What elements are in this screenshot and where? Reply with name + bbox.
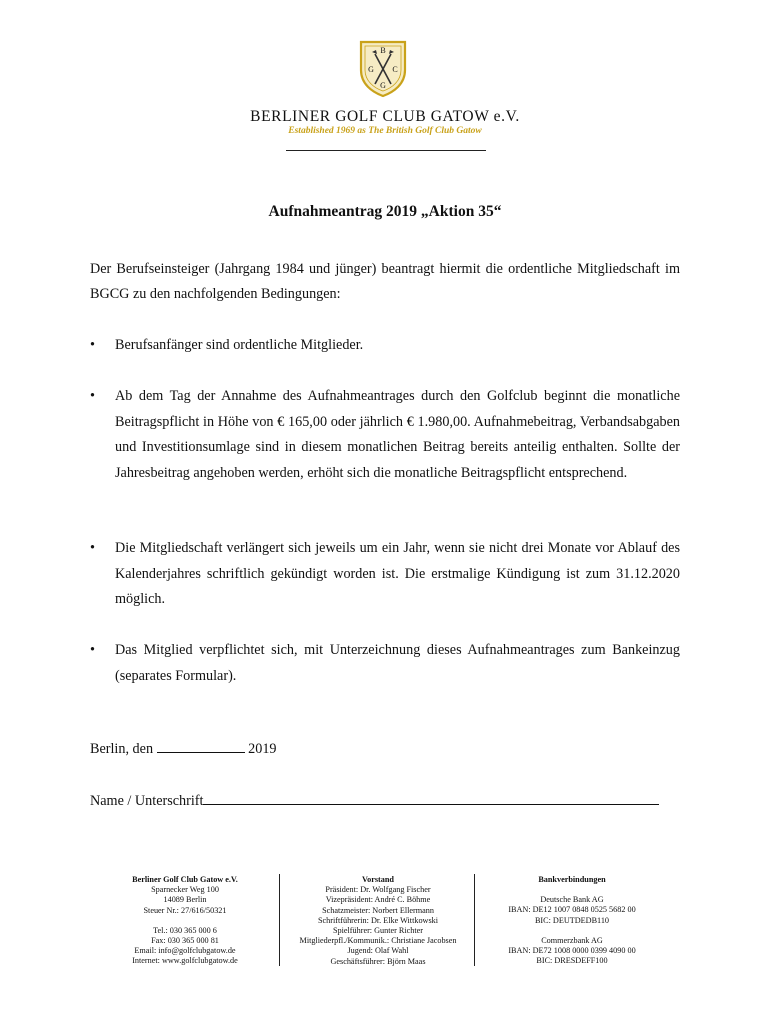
signature-line bbox=[90, 790, 659, 810]
footer-email: Email: info@golfclubgatow.de bbox=[134, 946, 236, 956]
list-item-text: Das Mitglied verpflichtet sich, mit Unterzeichnung dieses Aufnahmeantrages zum Bankeinzug (separates Formular). bbox=[115, 642, 680, 684]
footer-web: Internet: www.golfclubgatow.de bbox=[132, 956, 238, 966]
footer-bank-name: Deutsche Bank AG bbox=[540, 895, 604, 905]
footer-board-line: Präsident: Dr. Wolfgang Fischer bbox=[325, 885, 431, 895]
footer-board-line: Schriftführerin: Dr. Elke Wittkowski bbox=[317, 915, 439, 925]
bullet-icon: • bbox=[90, 642, 95, 658]
footer-banks bbox=[492, 875, 652, 966]
logo-letter-bottom: G bbox=[380, 81, 386, 90]
footer-bank-name: Commerzbank AG bbox=[541, 935, 603, 945]
date-field[interactable] bbox=[157, 738, 245, 753]
list-item-text: Die Mitgliedschaft verlängert sich jeweils um ein Jahr, wenn sie nicht drei Monate vor Ablauf des Kalenderjahres schriftlich gekündigt worden ist. Die erstmalige Kündigung ist zum 31.12.2020 möglich. bbox=[115, 540, 680, 607]
bullet-icon: • bbox=[90, 540, 95, 556]
club-name: BERLINER GOLF CLUB GATOW e.V. bbox=[250, 108, 520, 125]
footer-address bbox=[110, 875, 260, 967]
document-title: Aufnahmeantrag 2019 „Aktion 35“ bbox=[268, 203, 502, 220]
list-item bbox=[90, 536, 680, 613]
list-item bbox=[90, 333, 680, 359]
logo-letter-right: C bbox=[392, 65, 398, 74]
footer-bic: BIC: DEUTDEDB110 bbox=[534, 915, 610, 925]
footer-board bbox=[288, 875, 468, 967]
footer-street: Sparnecker Weg 100 bbox=[151, 885, 219, 895]
logo-letter-top: B bbox=[380, 46, 386, 55]
footer-board-line: Jugend: Olaf Wahl bbox=[347, 946, 409, 956]
footer-iban: IBAN: DE72 1008 0000 0399 4090 00 bbox=[508, 946, 636, 956]
intro-paragraph: Der Berufseinsteiger (Jahrgang 1984 und jünger) beantragt hiermit die ordentliche Mitgliedschaft im BGCG zu den nachfolgenden Bedingungen: bbox=[90, 261, 680, 302]
header-divider bbox=[286, 150, 486, 151]
club-subtitle: Established 1969 as The British Golf Club Gatow bbox=[288, 126, 482, 136]
footer-board-line: Vizepräsident: André C. Böhme bbox=[325, 895, 431, 905]
logo-letter-left: G bbox=[368, 65, 374, 74]
footer-city: 14089 Berlin bbox=[163, 895, 207, 905]
bullet-icon: • bbox=[90, 388, 95, 404]
list-item-text: Ab dem Tag der Annahme des Aufnahmeantrages durch den Golfclub beginnt die monatliche Beitragspflicht in Höhe von € 165,00 oder jährlich € 1.980,00. Aufnahmebeitrag, Verbandsabgaben und Investitionsumlage sind in diesem monatlichen Beitrag bereits anteilig enthalten. Sollte der Jahresbeitrag angehoben werden, erhöht sich die monatliche Beitragspflicht entsprechend. bbox=[115, 388, 680, 481]
footer-board-line: Spielführer: Gunter Richter bbox=[332, 926, 424, 936]
place-label: Berlin, den bbox=[90, 741, 154, 757]
club-logo bbox=[358, 40, 408, 98]
footer-divider bbox=[279, 874, 280, 966]
footer-tax: Steuer Nr.: 27/616/50321 bbox=[143, 905, 227, 915]
place-date-line bbox=[90, 738, 277, 758]
footer-board-line: Mitgliederpfl./Kommunik.: Christiane Jacobsen bbox=[299, 936, 457, 946]
bullet-icon: • bbox=[90, 337, 95, 353]
footer-fax: Fax: 030 365 000 81 bbox=[151, 936, 219, 946]
footer-tel: Tel.: 030 365 000 6 bbox=[153, 925, 217, 935]
footer-banks-heading: Bankverbindungen bbox=[538, 875, 606, 884]
footer-divider bbox=[474, 874, 475, 966]
list-item bbox=[90, 384, 680, 486]
footer-iban: IBAN: DE12 1007 0848 0525 5682 00 bbox=[508, 905, 636, 915]
footer-board-line: Schatzmeister: Norbert Ellermann bbox=[322, 905, 434, 915]
list-item-text: Berufsanfänger sind ordentliche Mitglieder. bbox=[115, 337, 364, 353]
year-label: 2019 bbox=[248, 741, 277, 757]
list-item bbox=[90, 638, 680, 689]
footer-club-name: Berliner Golf Club Gatow e.V. bbox=[132, 875, 238, 884]
footer-board-heading: Vorstand bbox=[361, 875, 394, 884]
footer-board-line: Geschäftsführer: Björn Maas bbox=[330, 956, 426, 966]
signature-label: Name / Unterschrift bbox=[90, 793, 204, 809]
footer-bic: BIC: DRESDEFF100 bbox=[536, 956, 608, 966]
signature-field[interactable] bbox=[203, 790, 659, 805]
